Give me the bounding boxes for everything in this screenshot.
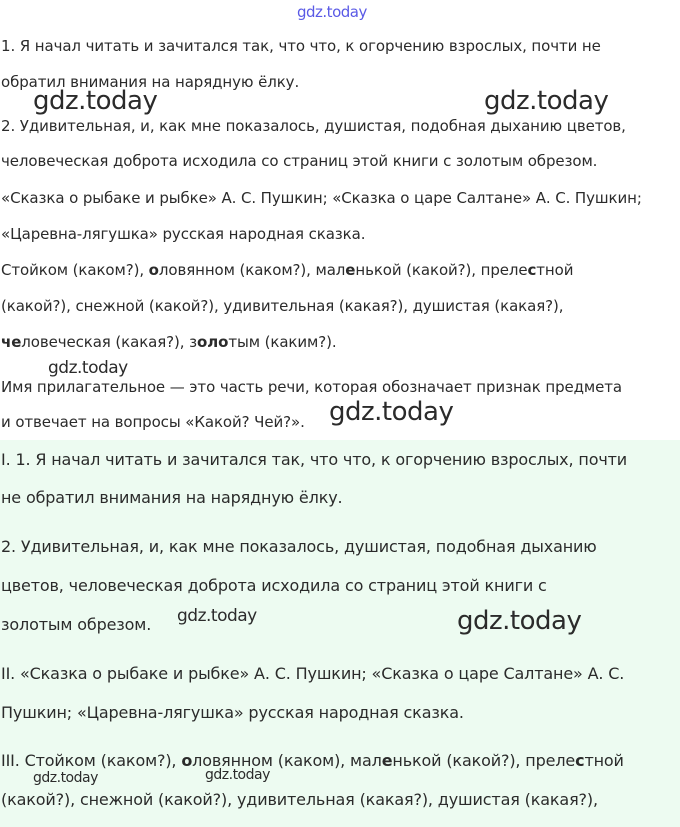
text-segment: Стойком (каком?), <box>1 261 149 279</box>
watermark-text: gdz.today <box>297 3 367 21</box>
task-line-1: 1. Я начал читать и зачитался так, что что, к огорчению взрослых, почти не <box>1 37 601 55</box>
text-segment: нькой (какой?), преле <box>355 261 528 279</box>
task-line-4: человеческая доброта исходила со страниц этой книги с золотым обрезом. <box>1 152 598 170</box>
highlighted-letter: е <box>11 333 22 351</box>
task-line-3: 2. Удивительная, и, как мне показалось, душистая, подобная дыханию цветов, <box>1 117 626 135</box>
highlighted-letter: о <box>197 333 208 351</box>
highlighted-letter: с <box>575 751 585 770</box>
task-line-10: Имя прилагательное — это часть речи, которая обозначает признак предмета <box>1 378 622 396</box>
text-segment: тым (каким?). <box>228 333 337 351</box>
answer-line-2: не обратил внимания на нарядную ёлку. <box>1 488 343 507</box>
answer-line-4: цветов, человеческая доброта исходила со страниц этой книги с <box>1 576 547 595</box>
watermark-text: gdz.today <box>33 86 158 116</box>
text-segment: ловянном (каком), мал <box>192 751 382 770</box>
task-line-9 <box>1 333 337 351</box>
task-line-8: (какой?), снежной (какой?), удивительная (какая?), душистая (какая?), <box>1 297 564 315</box>
watermark-text: gdz.today <box>177 606 257 626</box>
watermark-text: gdz.today <box>48 358 128 378</box>
watermark-text: gdz.today <box>205 767 270 783</box>
answer-line-6: II. «Сказка о рыбаке и рыбке» А. С. Пушкин; «Сказка о царе Салтане» А. С. <box>1 664 625 683</box>
task-line-2: обратил внимания на нарядную ёлку. <box>1 73 300 91</box>
highlighted-letter: с <box>527 261 537 279</box>
answer-line-7: Пушкин; «Царевна-лягушка» русская народная сказка. <box>1 703 464 722</box>
watermark-text: gdz.today <box>457 606 582 636</box>
task-line-7 <box>1 261 573 279</box>
highlighted-letter: ч <box>1 333 12 351</box>
text-segment: нькой (какой?), преле <box>392 751 576 770</box>
highlighted-letter: е <box>381 751 393 770</box>
highlighted-letter: о <box>181 751 193 770</box>
answer-line-1: I. 1. Я начал читать и зачитался так, что что, к огорчению взрослых, почти <box>1 450 628 469</box>
task-line-5: «Сказка о рыбаке и рыбке» А. С. Пушкин; «Сказка о царе Салтане» А. С. Пушкин; <box>1 189 642 207</box>
text-segment: ловеческая (какая?), з <box>21 333 198 351</box>
highlighted-letter: л <box>207 333 219 351</box>
watermark-text: gdz.today <box>329 397 454 427</box>
watermark-text: gdz.today <box>484 86 609 116</box>
text-segment: III. Стойком (каком?), <box>1 751 182 770</box>
answer-line-9: (какой?), снежной (какой?), удивительная (какая?), душистая (какая?), <box>1 790 598 809</box>
highlighted-letter: о <box>218 333 229 351</box>
text-segment: ловянном (каком?), мал <box>158 261 346 279</box>
answer-line-3: 2. Удивительная, и, как мне показалось, душистая, подобная дыханию <box>1 537 597 556</box>
text-segment: тной <box>536 261 574 279</box>
task-line-6: «Царевна-лягушка» русская народная сказка. <box>1 225 366 243</box>
highlighted-letter: е <box>345 261 356 279</box>
watermark-text: gdz.today <box>33 770 98 786</box>
text-segment: тной <box>584 751 624 770</box>
highlighted-letter: о <box>148 261 159 279</box>
answer-line-5: золотым обрезом. <box>1 615 152 634</box>
answer-line-8 <box>1 751 624 770</box>
task-line-11: и отвечает на вопросы «Какой? Чей?». <box>1 413 305 431</box>
